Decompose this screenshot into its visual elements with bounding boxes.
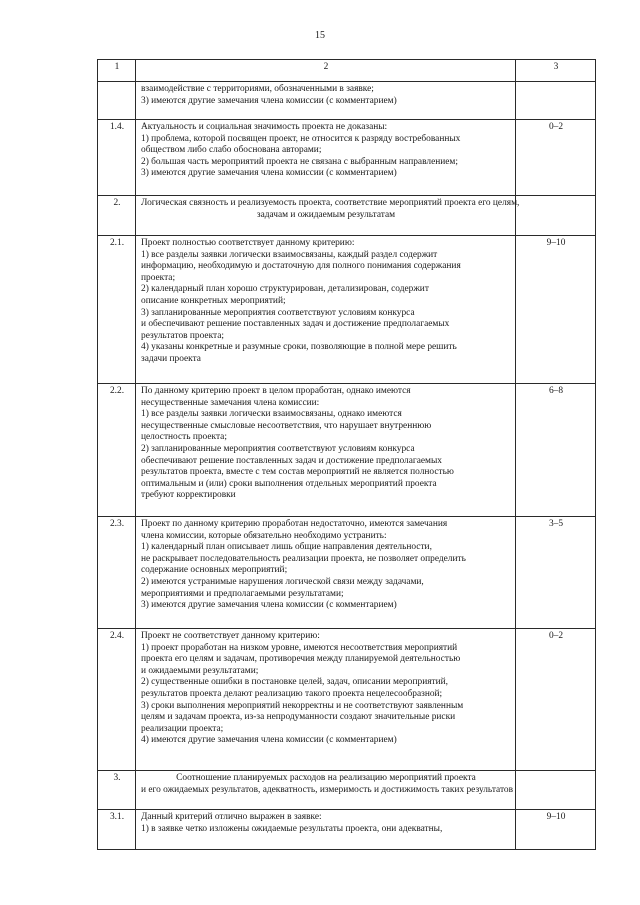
section-row xyxy=(98,196,596,236)
text-line: 2) имеются устранимые нарушения логической связи между задачами, xyxy=(141,576,424,587)
row-number xyxy=(98,82,136,120)
text-line: информацию, необходимую и достаточную для полного понимания содержания xyxy=(141,261,461,272)
text-line: 2) календарный план хорошо структурирован, детализирован, содержит xyxy=(141,284,429,295)
header-col2: 2 xyxy=(136,60,516,82)
text-line: 1) календарный план описывает лишь общие направления деятельности, xyxy=(141,542,432,553)
table-header-row xyxy=(98,60,596,82)
score-range: 3–5 xyxy=(516,517,596,629)
text-line: целям и задачам проекта, из-за непродуманности создают значительные риски xyxy=(141,712,456,723)
row-number: 2.3. xyxy=(98,517,136,629)
row-number: 2.1. xyxy=(98,236,136,384)
text-line: 1) проект проработан на низком уровне, имеются несоответствия мероприятий xyxy=(141,642,458,653)
text-line: Соотношение планируемых расходов на реализацию мероприятий проекта xyxy=(176,773,476,783)
text-line: оптимальным и (или) сроки выполнения отдельных мероприятий проекта xyxy=(141,478,437,489)
section-title xyxy=(136,196,520,236)
row-number: 1.4. xyxy=(98,120,136,196)
header-col3: 3 xyxy=(516,60,596,82)
score-range xyxy=(516,82,596,120)
text-line: Проект полностью соответствует данному критерию: xyxy=(141,238,355,248)
criterion-text xyxy=(136,810,516,850)
criteria-table xyxy=(97,59,596,850)
text-line: 1) проблема, которой посвящен проект, не относится к разряду востребованных xyxy=(141,133,461,144)
criterion-text xyxy=(136,82,516,120)
score-range: 6–8 xyxy=(516,384,596,517)
text-line: требуют корректировки xyxy=(141,490,236,501)
text-line: описание конкретных мероприятий; xyxy=(141,295,286,306)
text-line: 1) в заявке четко изложены ожидаемые результаты проекта, они адекватны, xyxy=(141,823,443,834)
text-line: 2) существенные ошибки в постановке целей, задач, описании мероприятий, xyxy=(141,677,449,688)
criterion-text xyxy=(136,629,516,771)
text-line: 3) запланированные мероприятия соответствуют условиям конкурса xyxy=(141,307,415,318)
text-line: задачам и ожидаемым результатам xyxy=(256,209,396,220)
text-line: члена комиссии, которые обязательно необходимо устранить: xyxy=(141,530,387,541)
score-range xyxy=(516,196,596,236)
text-line: реализации проекта; xyxy=(141,723,224,734)
text-line: 3) имеются другие замечания члена комиссии (с комментарием) xyxy=(141,95,397,106)
text-line: Проект по данному критерию проработан недостаточно, имеются замечания xyxy=(141,519,448,529)
score-range: 9–10 xyxy=(516,810,596,850)
row-number: 3. xyxy=(98,771,136,810)
table-row xyxy=(98,236,596,384)
text-line: результатов проекта, вместе с тем состав мероприятий не является полностью xyxy=(141,467,454,478)
table-row xyxy=(98,82,596,120)
text-line: 1) все разделы заявки логически взаимосвязаны, однако имеются xyxy=(141,409,402,420)
text-line: целостность проекта; xyxy=(141,432,227,443)
text-line: не раскрывает последовательность реализации проекта, не позволяет определить xyxy=(141,553,466,564)
text-line: несущественные замечания члена комиссии: xyxy=(141,397,320,408)
text-line: содержание основных мероприятий; xyxy=(141,565,288,576)
table-row xyxy=(98,517,596,629)
text-line: результатов проекта; xyxy=(141,330,224,341)
text-line: 3) имеются другие замечания члена комиссии (с комментарием) xyxy=(141,600,397,611)
score-range: 9–10 xyxy=(516,236,596,384)
text-line: Логическая связность и реализуемость проекта, соответствие мероприятий проекта его целям, xyxy=(141,198,520,208)
text-line: 2) запланированные мероприятия соответствуют условиям конкурса xyxy=(141,443,415,454)
table-row xyxy=(98,629,596,771)
text-line: 2) большая часть мероприятий проекта не связана с выбранным направлением; xyxy=(141,156,458,167)
row-number: 2.4. xyxy=(98,629,136,771)
text-line: проекта его целям и задачам, противоречия между планируемой деятельностью xyxy=(141,654,461,665)
text-line: Актуальность и социальная значимость проекта не доказаны: xyxy=(141,122,388,132)
section-row xyxy=(98,771,596,810)
text-line: и обеспечивают решение поставленных задач и достижение предполагаемых xyxy=(141,319,450,330)
criterion-text xyxy=(136,517,516,629)
row-number: 2.2. xyxy=(98,384,136,517)
table-row xyxy=(98,120,596,196)
table-row xyxy=(98,810,596,850)
text-line: По данному критерию проект в целом проработан, однако имеются xyxy=(141,386,411,396)
text-line: проекта; xyxy=(141,272,176,283)
header-col1: 1 xyxy=(98,60,136,82)
text-line: задачи проекта xyxy=(141,353,201,364)
text-line: мероприятиями и предполагаемыми результатами; xyxy=(141,588,344,599)
text-line: 4) имеются другие замечания члена комиссии (с комментарием) xyxy=(141,735,397,746)
section-title xyxy=(136,771,516,810)
criterion-text xyxy=(136,120,516,196)
text-line: взаимодействие с территориями, обозначенными в заявке; xyxy=(141,84,374,94)
text-line: 3) имеются другие замечания члена комиссии (с комментарием) xyxy=(141,168,397,179)
text-line: результатов проекта делают реализацию такого проекта нецелесообразной; xyxy=(141,688,443,699)
criterion-text xyxy=(136,384,516,517)
text-line: и его ожидаемых результатов, адекватность, измеримость и достижимость таких результатов xyxy=(141,784,514,795)
score-range xyxy=(516,771,596,810)
table-row xyxy=(98,384,596,517)
row-number: 2. xyxy=(98,196,136,236)
score-range: 0–2 xyxy=(516,120,596,196)
score-range: 0–2 xyxy=(516,629,596,771)
page-number: 15 xyxy=(315,30,325,41)
text-line: 4) указаны конкретные и разумные сроки, позволяющие в полной мере решить xyxy=(141,342,457,353)
text-line: 1) все разделы заявки логически взаимосвязаны, каждый раздел содержит xyxy=(141,249,438,260)
text-line: несущественные смысловые несоответствия, что нарушает внутреннюю xyxy=(141,420,432,431)
criterion-text xyxy=(136,236,516,384)
text-line: обществом либо слабо обоснована авторами; xyxy=(141,145,322,156)
text-line: и ожидаемыми результатами; xyxy=(141,665,259,676)
text-line: обеспечивают решение поставленных задач и достижение предполагаемых xyxy=(141,455,442,466)
text-line: 3) сроки выполнения мероприятий некорректны и не соответствуют заявленным xyxy=(141,700,464,711)
row-number: 3.1. xyxy=(98,810,136,850)
text-line: Проект не соответствует данному критерию: xyxy=(141,631,320,641)
text-line: Данный критерий отлично выражен в заявке: xyxy=(141,812,322,822)
